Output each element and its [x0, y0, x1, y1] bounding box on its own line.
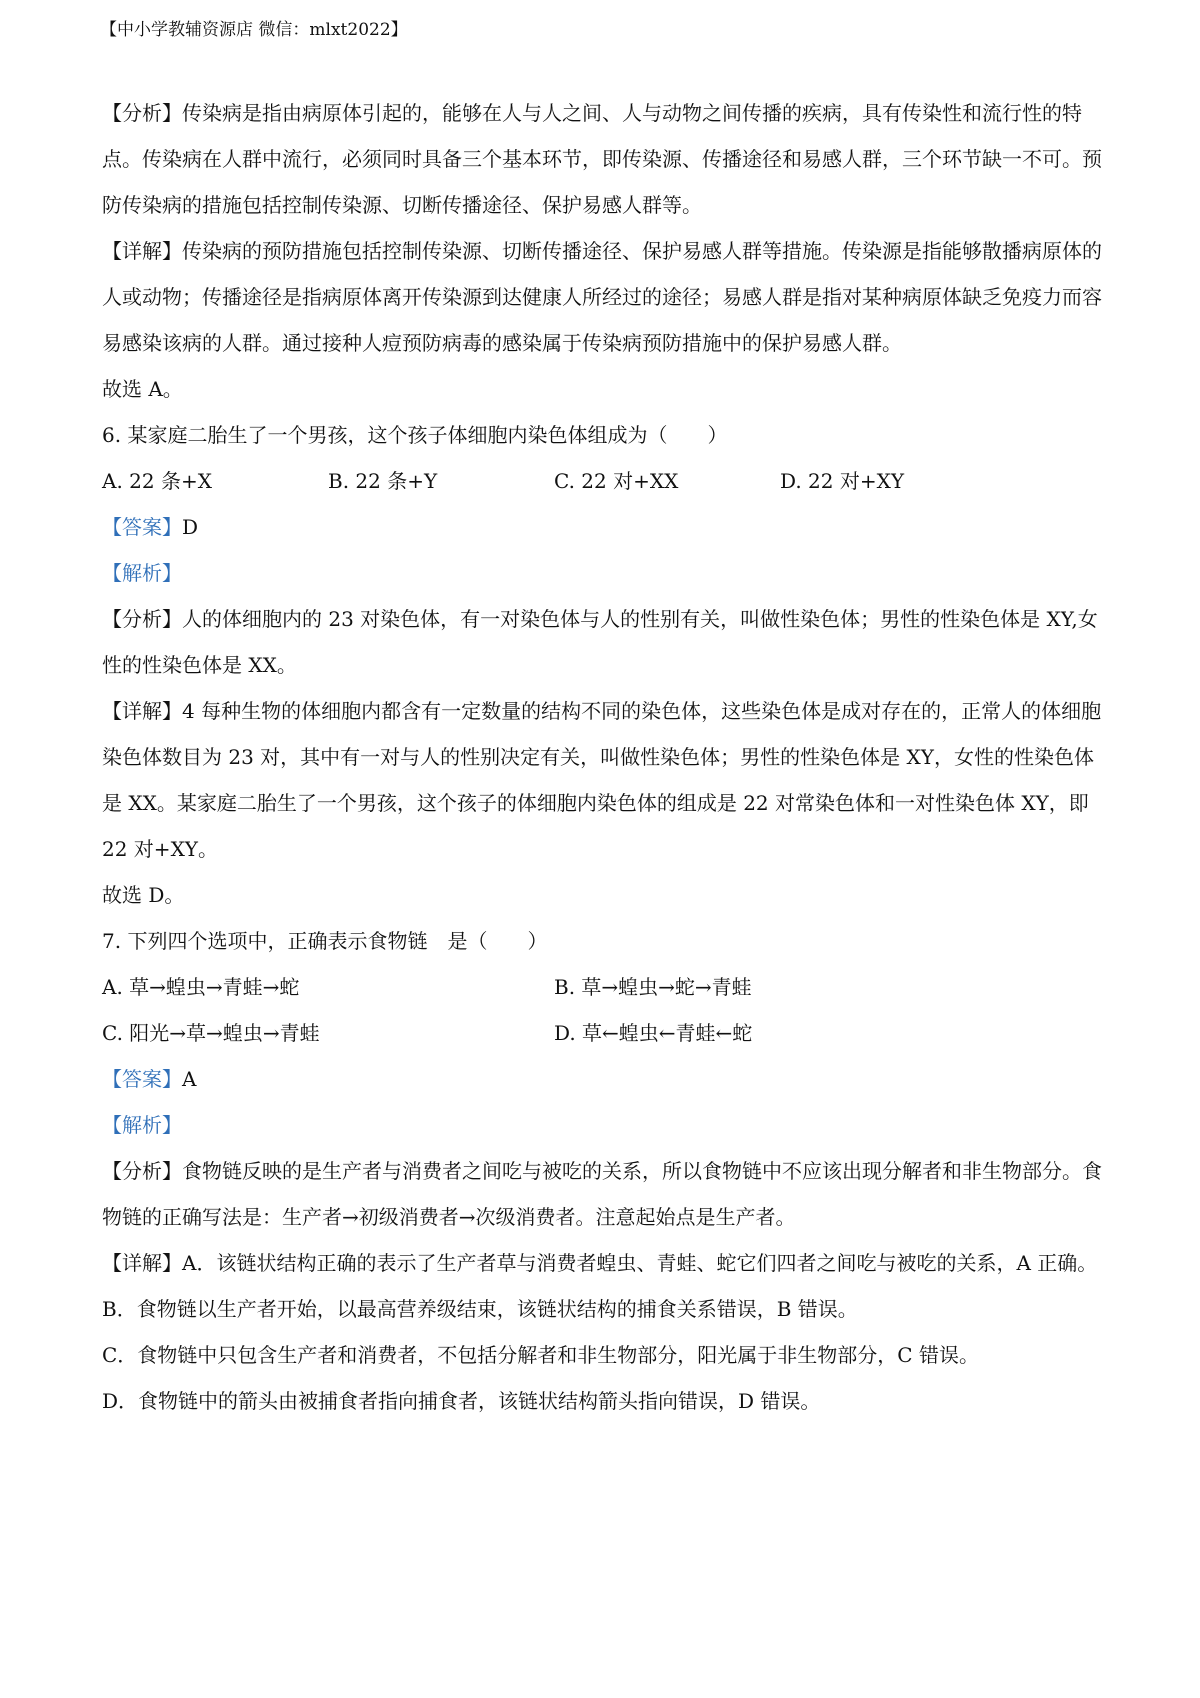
q7-detail-d: D．食物链中的箭头由被捕食者指向捕食者，该链状结构箭头指向错误，D 错误。: [102, 1389, 821, 1413]
q6-answer: D: [182, 515, 199, 539]
q6-answer-label: 【答案】: [102, 515, 182, 539]
q6-answer-line: [102, 504, 1102, 550]
q7-stem: 7. 下列四个选项中，正确表示食物链 是（ ）: [102, 929, 548, 953]
q7-option-b: B. 草→蝗虫→蛇→青蛙: [554, 975, 752, 999]
q6-jiexi-label: 【解析】: [102, 561, 182, 585]
q7-option-a: A. 草→蝗虫→青蛙→蛇: [102, 975, 300, 999]
q7-detail-c: C．食物链中只包含生产者和消费者，不包括分解者和非生物部分，阳光属于非生物部分，C 错误。: [102, 1343, 979, 1367]
q6-option-d: D. 22 对+XY: [780, 469, 905, 493]
q7-detail-b: B．食物链以生产者开始，以最高营养级结束，该链状结构的捕食关系错误，B 错误。: [102, 1297, 858, 1321]
q7-options-row2: [102, 1010, 1102, 1056]
q5-detail: 【详解】传染病的预防措施包括控制传染源、切断传播途径、保护易感人群等措施。传染源是指能够散播病原体的人或动物；传播途径是指病原体离开传染源到达健康人所经过的途径；易感人群是指对某种病原体缺乏免疫力而容易感染该病的人群。通过接种人痘预防病毒的感染属于传染病预防措施中的保护易感人群。: [102, 239, 1102, 355]
q6-option-c: C. 22 对+XX: [554, 469, 679, 493]
q6-option-b: B. 22 条+Y: [328, 469, 438, 493]
q6-choice: 故选 D。: [102, 883, 185, 907]
q7-option-d: D. 草←蝗虫←青蛙←蛇: [554, 1021, 753, 1045]
q7-jiexi-label: 【解析】: [102, 1113, 182, 1137]
q7-option-c: C. 阳光→草→蝗虫→青蛙: [102, 1021, 320, 1045]
q6-options: [102, 458, 1102, 504]
q7-answer-line: [102, 1056, 1102, 1102]
q7-detail-a: 【详解】A．该链状结构正确的表示了生产者草与消费者蝗虫、青蛙、蛇它们四者之间吃与被吃的关系，A 正确。: [102, 1251, 1098, 1275]
q5-choice: 故选 A。: [102, 377, 183, 401]
q7-answer-label: 【答案】: [102, 1067, 182, 1091]
q5-analysis: 【分析】传染病是指由病原体引起的，能够在人与人之间、人与动物之间传播的疾病，具有传染性和流行性的特点。传染病在人群中流行，必须同时具备三个基本环节，即传染源、传播途径和易感人群，三个环节缺一不可。预防传染病的措施包括控制传染源、切断传播途径、保护易感人群等。: [102, 101, 1102, 217]
q7-options-row1: [102, 964, 1102, 1010]
q6-detail: 【详解】4 每种生物的体细胞内都含有一定数量的结构不同的染色体，这些染色体是成对存在的，正常人的体细胞染色体数目为 23 对，其中有一对与人的性别决定有关，叫做性染色体；男性的性染色体是 XY，女性的性染色体是 XX。某家庭二胎生了一个男孩，这个孩子的体细胞内染色体的组成是 22 对常染色体和一对性染色体 XY，即 22 对+XY。: [102, 699, 1102, 861]
q7-answer: A: [182, 1067, 197, 1091]
document-body: [102, 90, 1102, 1424]
q6-stem: 6. 某家庭二胎生了一个男孩，这个孩子体细胞内染色体组成为（ ）: [102, 423, 728, 447]
q6-option-a: A. 22 条+X: [102, 469, 212, 493]
q6-analysis: 【分析】人的体细胞内的 23 对染色体，有一对染色体与人的性别有关，叫做性染色体；男性的性染色体是 XY,女性的性染色体是 XX。: [102, 607, 1098, 677]
page-header: 【中小学教辅资源店 微信：mlxt2022】: [100, 20, 408, 40]
q7-analysis: 【分析】食物链反映的是生产者与消费者之间吃与被吃的关系，所以食物链中不应该出现分解者和非生物部分。食物链的正确写法是：生产者→初级消费者→次级消费者。注意起始点是生产者。: [102, 1159, 1102, 1229]
